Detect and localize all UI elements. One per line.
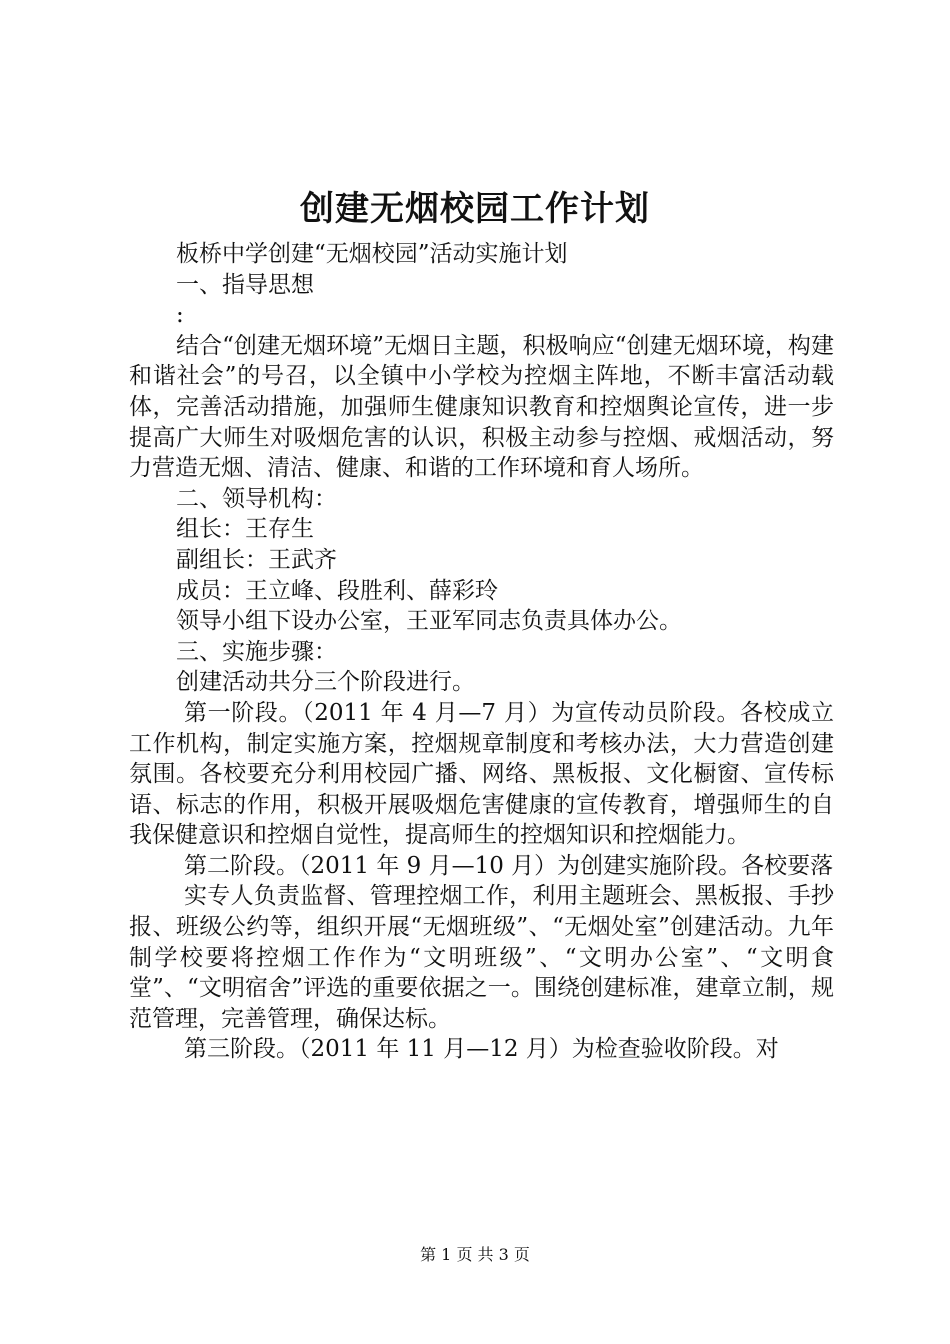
office-line: 领导小组下设办公室，王亚军同志负责具体办公。	[176, 608, 682, 635]
section1-heading: 一、指导思想	[176, 271, 314, 298]
leader-line: 组长：王存生	[176, 516, 314, 543]
section3-heading: 三、实施步骤：	[176, 638, 337, 665]
document-subtitle: 板桥中学创建“无烟校园”活动实施计划	[176, 241, 568, 267]
section1-paragraph: 结合“创建无烟环境”无烟日主题，积极响应“创建无烟环境，构建和谐社会”的号召，以全镇中小学校为控烟主阵地，不断丰富活动载体，完善活动措施，加强师生健康知识教育和控烟舆论宣传，进一步提高广大师生对吸烟危害的认识，积极主动参与控烟、戒烟活动，努力营造无烟、清洁、健康、和谐的工作环境和育人场所。	[129, 332, 834, 482]
stage2-paragraph-start: 第二阶段。（2011 年 9 月—10 月）为创建实施阶段。各校要落	[184, 852, 834, 879]
section1-colon: :	[176, 302, 184, 329]
page-footer: 第 1 页 共 3 页	[420, 1245, 530, 1264]
section3-intro: 创建活动共分三个阶段进行。	[176, 669, 475, 696]
stage3-paragraph: 第三阶段。（2011 年 11 月—12 月）为检查验收阶段。对	[184, 1036, 779, 1063]
stage2-paragraph-continued: 实专人负责监督、管理控烟工作，利用主题班会、黑板报、手抄报、班级公约等，组织开展“无烟班级”、“无烟处室”创建活动。九年制学校要将控烟工作作为“文明班级”、“文明办公室”、“文明食堂”、“文明宿舍”评选的重要依据之一。围绕创建标准，建章立制，规范管理，完善管理，确保达标。	[129, 883, 834, 1032]
deputy-leader-line: 副组长：王武齐	[176, 546, 337, 573]
document-title: 创建无烟校园工作计划	[300, 189, 650, 229]
section2-heading: 二、领导机构：	[176, 485, 337, 512]
members-line: 成员：王立峰、段胜利、薛彩玲	[176, 577, 498, 604]
document-body	[129, 239, 834, 1065]
stage1-paragraph: 第一阶段。（2011 年 4 月—7 月）为宣传动员阶段。各校成立工作机构，制定实施方案，控烟规章制度和考核办法，大力营造创建氛围。各校要充分利用校园广播、网络、黑板报、文化橱窗、宣传标语、标志的作用，积极开展吸烟危害健康的宣传教育，增强师生的自我保健意识和控烟自觉性，提高师生的控烟知识和控烟能力。	[129, 699, 834, 849]
